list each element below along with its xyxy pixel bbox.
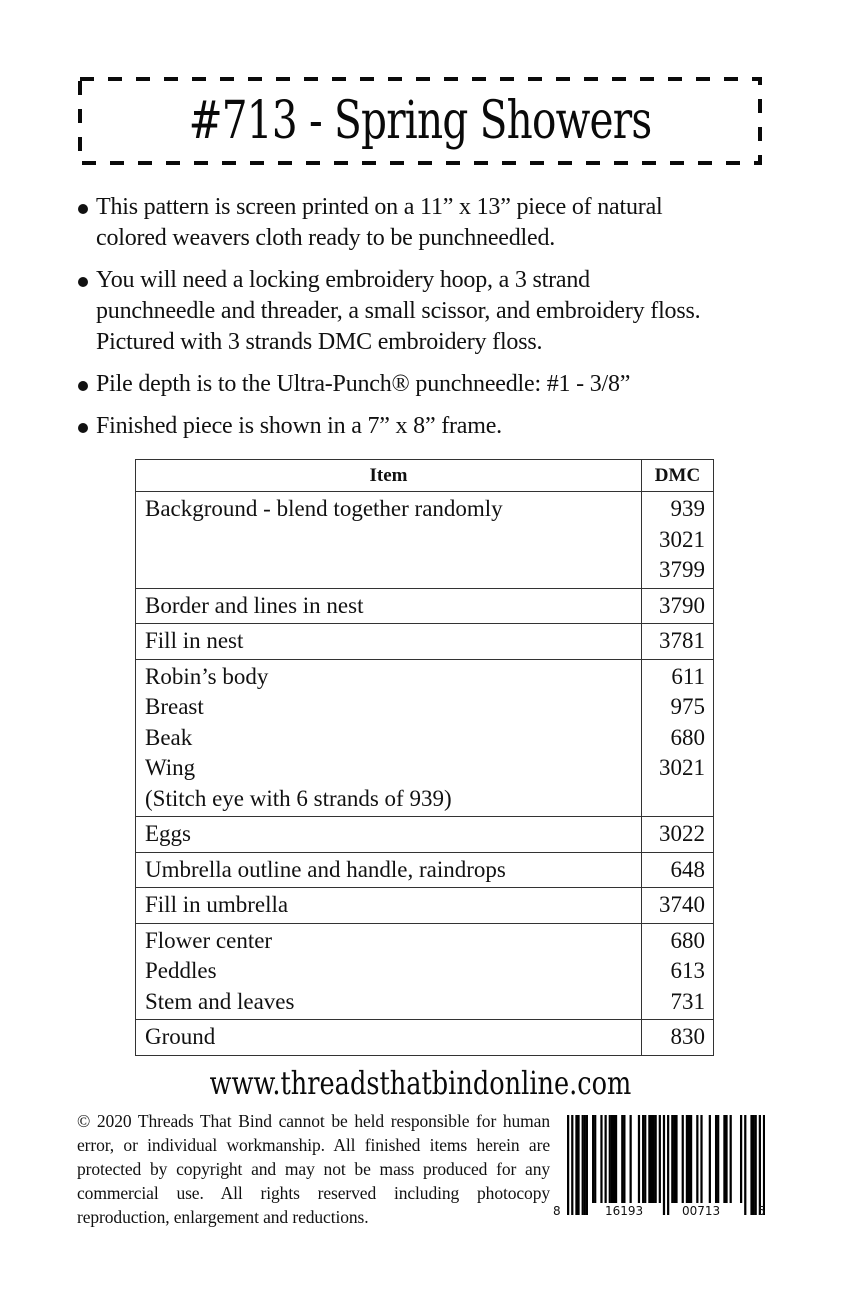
table-header-row: [136, 460, 714, 492]
barcode-bar: [655, 1115, 657, 1203]
item-label: Umbrella outline and handle, raindrops: [145, 856, 506, 882]
dmc-number: 3021: [659, 526, 705, 552]
item-label: Stem and leaves: [145, 988, 295, 1014]
bullet-line: punchneedle and threader, a small scissor, and embroidery floss.: [96, 298, 701, 324]
dmc-number: [651, 784, 705, 815]
bullet-line: You will need a locking embroidery hoop, a 3 strand: [96, 267, 590, 293]
barcode-bar: [577, 1115, 579, 1215]
bullet-list: [78, 192, 768, 453]
barcode-bar: [682, 1115, 684, 1203]
barcode-bar: [752, 1115, 754, 1215]
dmc-number: 3799: [659, 557, 705, 582]
barcode-bar: [663, 1115, 665, 1215]
item-label: Flower center: [145, 927, 273, 953]
barcode-bar: [582, 1115, 584, 1215]
table-row: [136, 624, 714, 660]
barcode-bar: [611, 1115, 613, 1203]
barcode-bar: [615, 1115, 617, 1203]
barcode-bar: [686, 1115, 688, 1203]
barcode-bar: [644, 1115, 646, 1203]
barcode-bar: [715, 1115, 717, 1203]
dmc-number: 3781: [659, 628, 705, 653]
item-label: Peddles: [145, 958, 217, 983]
barcode-bar: [696, 1115, 698, 1203]
barcode-bar: [755, 1115, 757, 1215]
barcode-bars: [567, 1115, 765, 1215]
bullet-line: Pictured with 3 strands DMC embroidery floss.: [96, 329, 543, 355]
barcode-bar: [688, 1115, 690, 1203]
barcode-bar: [575, 1115, 577, 1215]
item-label: Fill in nest: [145, 628, 244, 653]
barcode-bar: [594, 1115, 596, 1203]
barcode-bar: [592, 1115, 594, 1203]
barcode-bar: [584, 1115, 586, 1215]
table-row: [136, 923, 714, 1020]
dmc-cell: [642, 923, 714, 1020]
item-label: Border and lines in nest: [145, 592, 364, 618]
bullet-line: colored weavers cloth ready to be punchneedled.: [96, 225, 556, 251]
table-row: [136, 888, 714, 924]
table-row: [136, 588, 714, 624]
item-label: [145, 525, 633, 556]
item-label: Eggs: [145, 821, 191, 846]
barcode-bar: [667, 1115, 669, 1215]
barcode-bar: [571, 1115, 573, 1215]
table-row: [136, 1020, 714, 1056]
barcode-bar: [730, 1115, 732, 1203]
dmc-number: 648: [670, 856, 705, 882]
item-cell: [136, 624, 642, 660]
barcode-digit-check: 5: [758, 1204, 766, 1218]
dmc-cell: [642, 624, 714, 660]
dmc-number: 731: [670, 988, 705, 1014]
dmc-number: 3022: [659, 821, 705, 846]
item-label: Robin’s body: [145, 663, 269, 689]
dmc-number: 680: [670, 724, 705, 750]
table-row: [136, 817, 714, 853]
bullet-dot-icon: [78, 277, 88, 287]
header-dmc: DMC: [642, 460, 714, 492]
dmc-cell: [642, 817, 714, 853]
dmc-number: 939: [670, 496, 705, 521]
barcode-bar: [750, 1115, 752, 1215]
bullet-dot-icon: [78, 381, 88, 391]
item-label: Beak: [145, 724, 193, 750]
item-cell: [136, 1020, 642, 1056]
dmc-cell: [642, 852, 714, 888]
barcode-bar: [725, 1115, 727, 1203]
barcode-bar: [630, 1115, 632, 1203]
barcode-digit-right: 00713: [682, 1204, 721, 1218]
barcode-bar: [675, 1115, 677, 1203]
item-label: Ground: [145, 1024, 216, 1049]
dmc-number: 3740: [659, 892, 705, 917]
dmc-cell: [642, 588, 714, 624]
item-label: Background - blend together randomly: [145, 496, 503, 521]
dmc-number: 830: [670, 1024, 705, 1049]
barcode-bar: [659, 1115, 661, 1203]
item-label: Breast: [145, 694, 204, 719]
dmc-cell: [642, 659, 714, 817]
barcode-bar: [709, 1115, 711, 1203]
barcode-bar: [673, 1115, 675, 1203]
bullet-line: Pile depth is to the Ultra-Punch® punchneedle: #1 - 3/8”: [96, 371, 631, 397]
dmc-number: 611: [671, 663, 705, 689]
barcode-bar: [605, 1115, 607, 1203]
bullet-line: Finished piece is shown in a 7” x 8” frame.: [96, 413, 502, 439]
website-url: www.threadsthatbindonline.com: [209, 1064, 632, 1102]
item-cell: [136, 659, 642, 817]
barcode-bar: [723, 1115, 725, 1203]
upc-barcode: [553, 1110, 773, 1230]
item-cell: [136, 888, 642, 924]
bullet-dot-icon: [78, 423, 88, 433]
dmc-cell: [642, 888, 714, 924]
barcode-bar: [690, 1115, 692, 1203]
bullet-item: [78, 265, 768, 358]
page-title: #713 - Spring Showers: [188, 91, 652, 151]
bullet-item: [78, 369, 768, 400]
item-cell: [136, 492, 642, 589]
item-label: Fill in umbrella: [145, 892, 289, 917]
item-label: (Stitch eye with 6 strands of 939): [145, 785, 452, 811]
item-cell: [136, 588, 642, 624]
dmc-number: 680: [670, 927, 705, 953]
table-row: [136, 492, 714, 589]
bullet-item: [78, 192, 768, 254]
floss-table: [135, 459, 714, 1056]
item-label: [145, 555, 633, 586]
item-cell: [136, 852, 642, 888]
barcode-digit-left: 16193: [605, 1204, 644, 1218]
legal-notice: © 2020 Threads That Bind cannot be held responsible for human error, or individual workmanship. All finished items herein are protected by copyright and may not be mass produced for any commercial use. All rights reserved including photocopy reproduction, enlargement and reductions.: [77, 1111, 550, 1227]
item-label: Wing: [145, 755, 196, 780]
dmc-cell: [642, 492, 714, 589]
barcode-bar: [600, 1115, 602, 1203]
dmc-number: 613: [670, 958, 705, 983]
item-cell: [136, 923, 642, 1020]
barcode-bar: [623, 1115, 625, 1203]
table-row: [136, 852, 714, 888]
dmc-cell: [642, 1020, 714, 1056]
dmc-number: 975: [670, 694, 705, 719]
barcode-bar: [650, 1115, 652, 1203]
barcode-bar: [567, 1115, 569, 1215]
barcode-bar: [648, 1115, 650, 1203]
barcode-bar: [740, 1115, 742, 1203]
table-row: [136, 659, 714, 817]
barcode-bar: [717, 1115, 719, 1203]
barcode-bar: [759, 1115, 761, 1215]
dmc-number: 3790: [659, 592, 705, 618]
title-box: [78, 77, 762, 165]
barcode-bar: [621, 1115, 623, 1203]
bullet-line: This pattern is screen printed on a 11” x 13” piece of natural: [96, 194, 663, 220]
barcode-bar: [638, 1115, 640, 1203]
barcode-bar: [642, 1115, 644, 1203]
barcode-bar: [652, 1115, 654, 1203]
barcode-bar: [763, 1115, 765, 1215]
dmc-number: 3021: [659, 755, 705, 780]
bullet-dot-icon: [78, 204, 88, 214]
barcode-bar: [609, 1115, 611, 1203]
bullet-item: [78, 411, 768, 442]
item-cell: [136, 817, 642, 853]
barcode-bar: [744, 1115, 746, 1215]
barcode-bar: [671, 1115, 673, 1203]
barcode-bar: [613, 1115, 615, 1203]
barcode-bar: [700, 1115, 702, 1203]
barcode-bar: [586, 1115, 588, 1215]
barcode-digit-system: 8: [553, 1204, 561, 1218]
header-item: Item: [136, 460, 642, 492]
